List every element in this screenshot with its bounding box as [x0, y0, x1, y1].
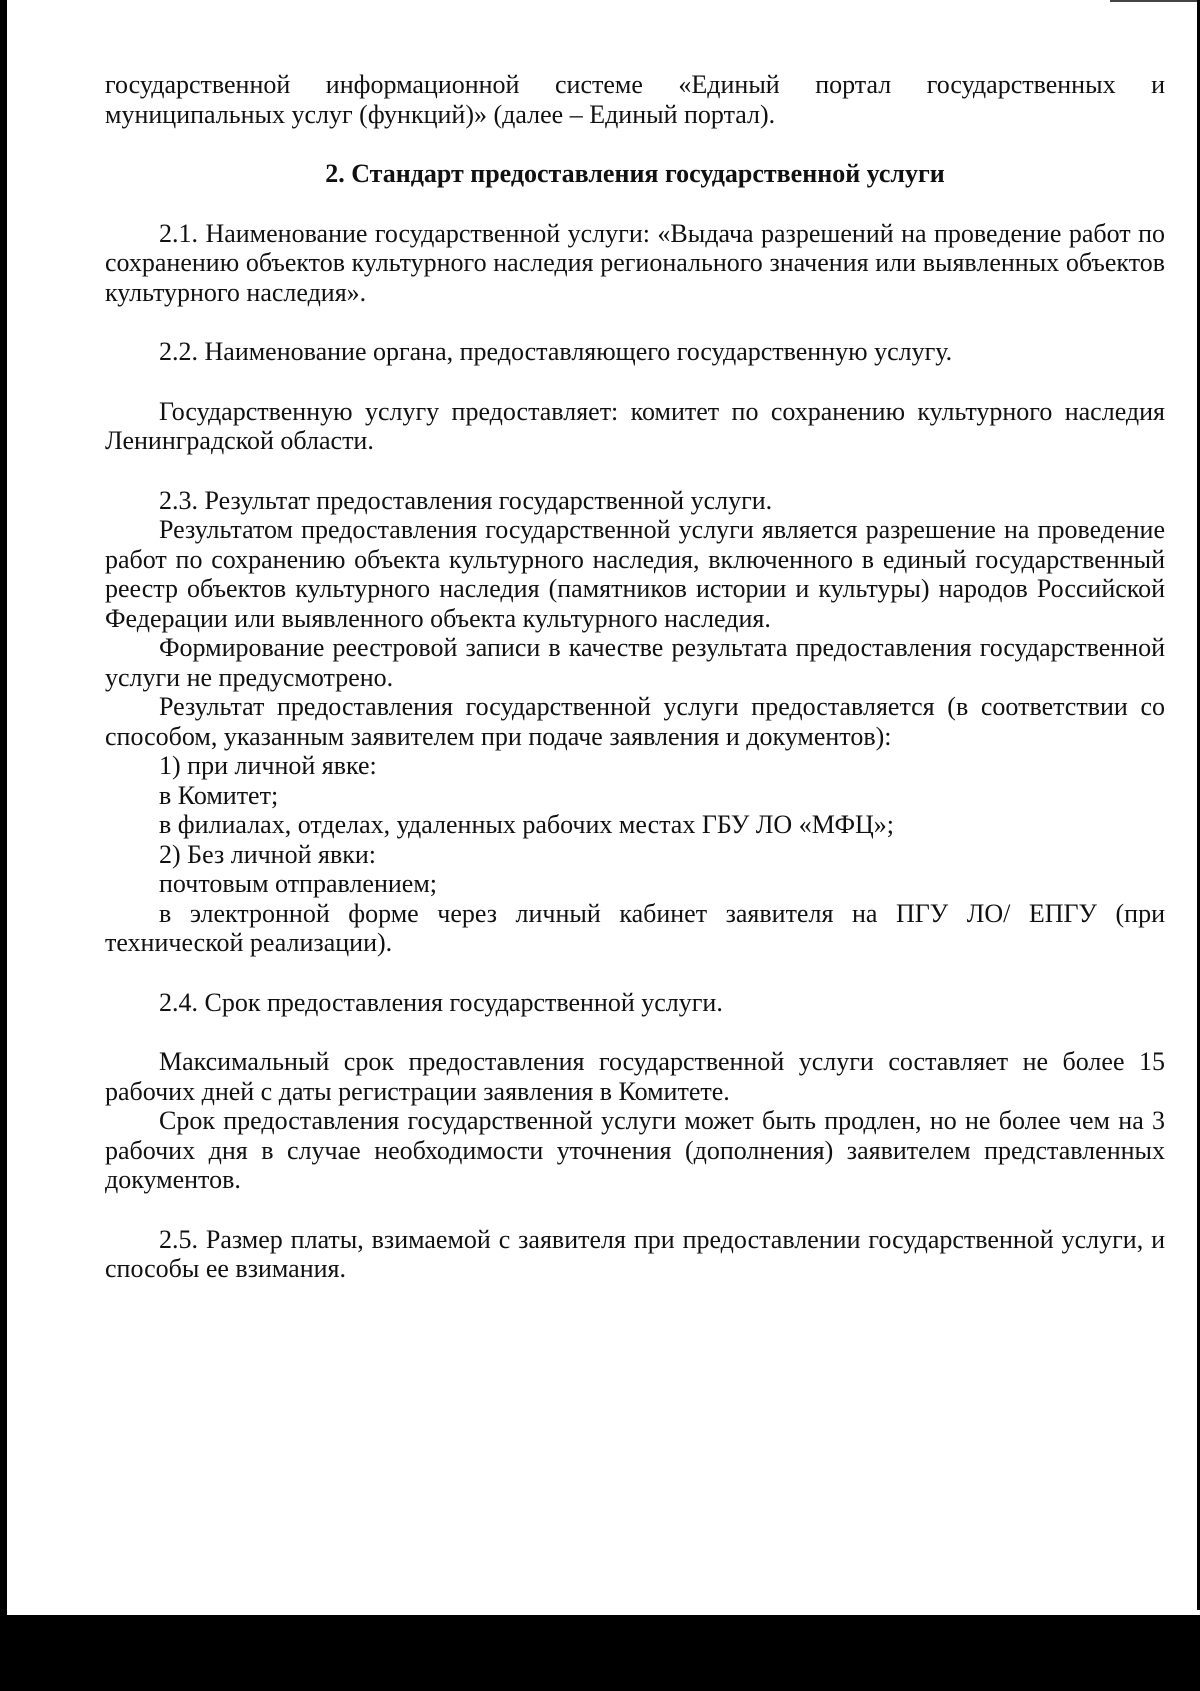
paragraph-2-5: 2.5. Размер платы, взимаемой с заявителя при предоставлении государственной услуги, и способы ее взимания.	[105, 1224, 1165, 1283]
paragraph-2-3-registry: Формирование реестровой записи в качестве результата предоставления государственной услуги не предусмотрено.	[105, 633, 1165, 692]
scan-left-edge	[0, 0, 7, 1691]
paragraph-2-4: 2.4. Срок предоставления государственной услуги.	[159, 987, 723, 1017]
list-item-2a: почтовым отправлением;	[159, 869, 438, 898]
paragraph-2-4-extension: Срок предоставления государственной услуги может быть продлен, но не более чем на 3 рабочих дня в случае необходимости уточнения (дополнения) заявителем представленных документов.	[105, 1106, 1165, 1194]
scan-bottom-band	[0, 1615, 1200, 1691]
list-item-1b: в филиалах, отделах, удаленных рабочих местах ГБУ ЛО «МФЦ»;	[159, 810, 895, 839]
document-page	[105, 70, 1165, 1284]
paragraph-2-4-max: Максимальный срок предоставления государственной услуги составляет не более 15 рабочих дней с даты регистрации заявления в Комитете.	[105, 1047, 1165, 1106]
list-item-2: 2) Без личной явки:	[159, 839, 377, 869]
paragraph-2-3-delivery: Результат предоставления государственной услуги предоставляется (в соответствии со способом, указанным заявителем при подаче заявления и документов):	[105, 692, 1165, 751]
paragraph-2-3-result: Результатом предоставления государственной услуги является разрешение на проведение работ по сохранению объекта культурного наследия, включенного в единый государственный реестр объектов культурного наследия (памятников истории и культуры) народов Российской Федерации или выявленного объекта культурного наследия.	[105, 515, 1165, 633]
list-item-2b: в электронной форме через личный кабинет заявителя на ПГУ ЛО/ ЕПГУ (при технической реализации).	[105, 898, 1165, 957]
paragraph-2-2-body: Государственную услугу предоставляет: комитет по сохранению культурного наследия Ленинградской области.	[105, 396, 1165, 455]
paragraph-2-1: 2.1. Наименование государственной услуги: «Выдача разрешений на проведение работ по сохранению объектов культурного наследия регионального значения или выявленных объектов культурного наследия».	[105, 218, 1165, 307]
list-item-1: 1) при личной явке:	[159, 751, 377, 780]
intro-paragraph: государственной информационной системе «Единый портал государственных и муниципальных услуг (функций)» (далее – Единый портал).	[105, 70, 1165, 129]
list-item-1a: в Комитет;	[159, 780, 279, 810]
scan-top-line	[1110, 0, 1200, 2]
paragraph-2-3: 2.3. Результат предоставления государственной услуги.	[159, 485, 773, 515]
paragraph-2-2: 2.2. Наименование органа, предоставляющего государственную услугу.	[159, 337, 953, 366]
section-heading: 2. Стандарт предоставления государственной услуги	[325, 159, 945, 188]
